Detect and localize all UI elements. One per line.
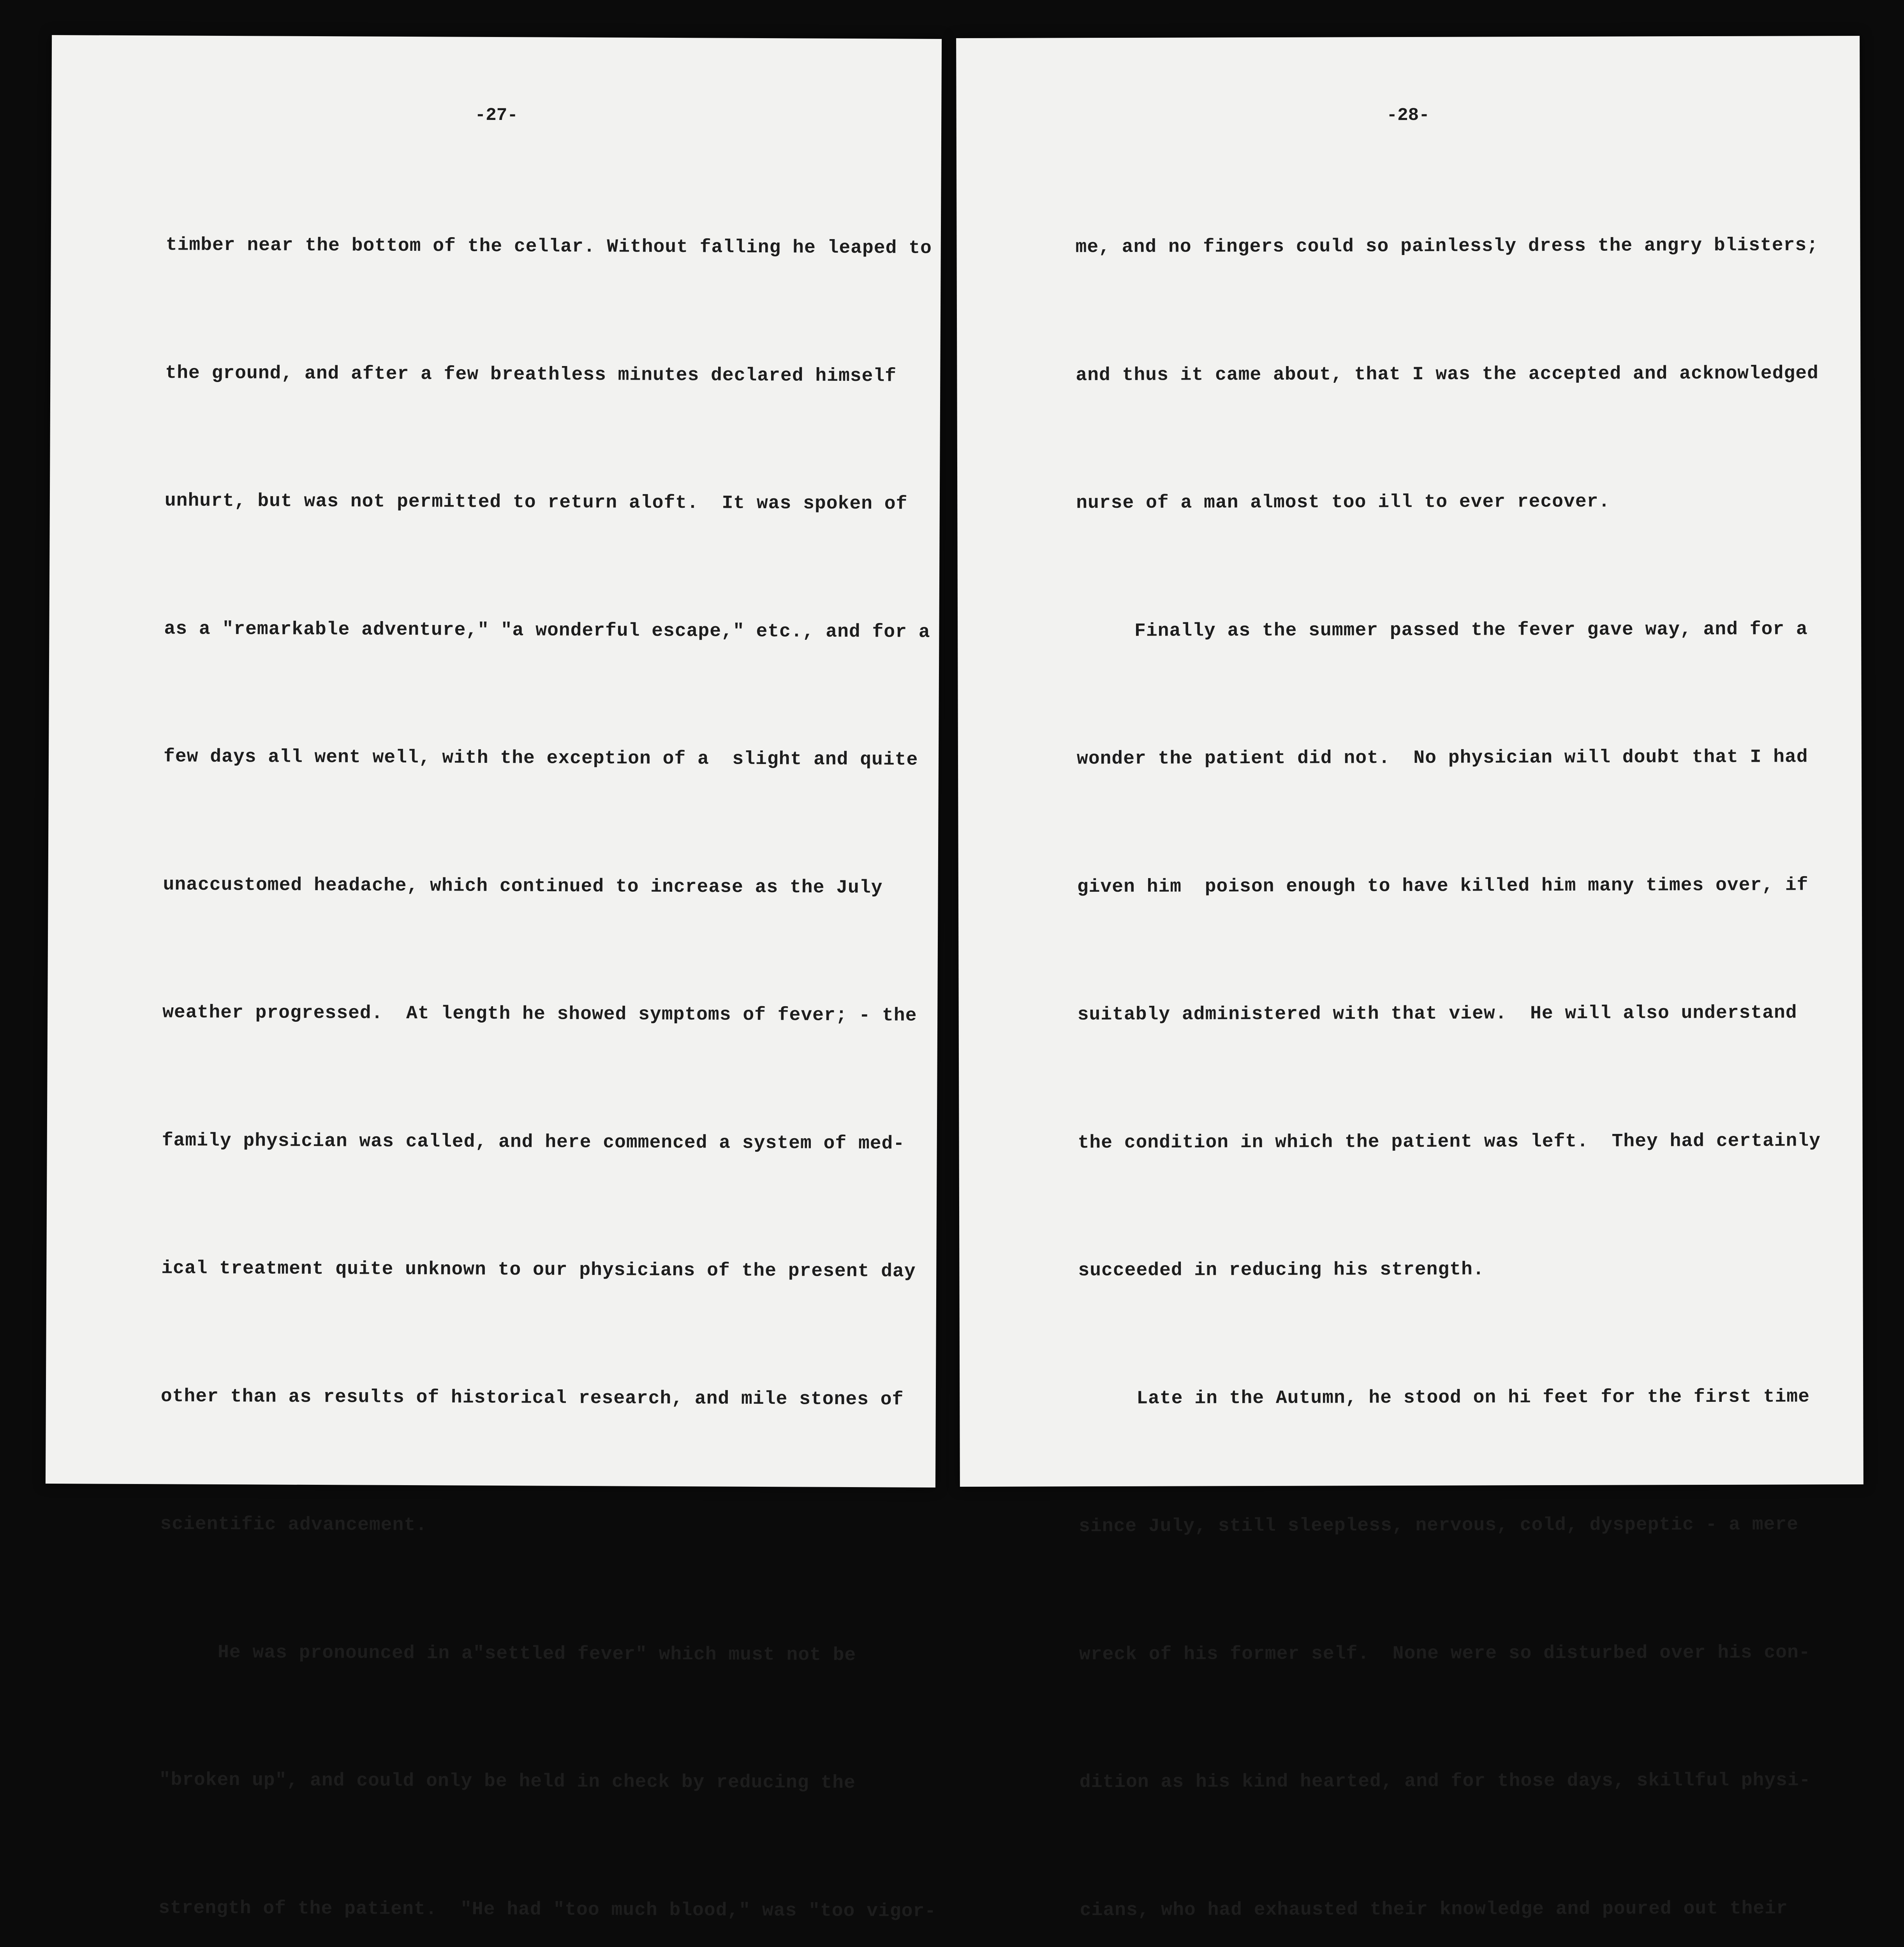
page-text — [149, 139, 967, 1947]
text-line: unaccustomed headache, which continued to increase as the July — [163, 874, 883, 898]
text-line: as a "remarkable adventure," "a wonderful escape," etc., and for a — [164, 618, 930, 643]
text-line: ical treatment quite unknown to our physicians of the present day — [161, 1258, 916, 1282]
text-line: strength of the patient. "He had "too much blood," was "too vigor- — [159, 1897, 937, 1922]
text-line: and thus it came about, that I was the accepted and acknowledged — [1076, 363, 1819, 386]
left-page — [46, 35, 942, 1922]
text-line: succeeded in reducing his strength. — [1078, 1259, 1485, 1282]
page-number: -27- — [475, 105, 518, 126]
text-line: family physician was called, and here commenced a system of med- — [162, 1130, 905, 1155]
text-line: since July, still sleepless, nervous, cold, dyspeptic - a mere — [1079, 1514, 1799, 1537]
text-line: unhurt, but was not permitted to return aloft. It was spoken of — [164, 490, 908, 515]
text-line: dition as his kind hearted, and for those days, skillful physi- — [1079, 1770, 1811, 1793]
text-line: Late in the Autumn, he stood on hi feet for the first time — [1078, 1386, 1810, 1409]
text-line: me, and no fingers could so painlessly dress the angry blisters; — [1075, 235, 1819, 258]
text-line: weather progressed. At length he showed symptoms of fever; - the — [162, 1002, 917, 1026]
page-number: -28- — [1386, 105, 1430, 126]
text-line: wreck of his former self. None were so disturbed over his con- — [1079, 1642, 1811, 1665]
text-line: other than as results of historical research, and mile stones of — [160, 1385, 904, 1410]
right-page — [956, 36, 1863, 1921]
text-line: few days all went well, with the exception of a slight and quite — [163, 746, 918, 771]
text-line: given him poison enough to have killed him many times over, if — [1077, 874, 1809, 898]
text-line: the ground, and after a few breathless minutes declared himself — [165, 362, 897, 387]
text-line: wonder the patient did not. No physician will doubt that I had — [1076, 746, 1808, 770]
text-line: scientific advancement. — [160, 1514, 428, 1536]
text-line: the condition in which the patient was left. They had certainly — [1078, 1130, 1821, 1153]
text-line: suitably administered with that view. He will also understand — [1077, 1002, 1797, 1026]
text-line: cians, who had exhausted their knowledge and poured out their — [1080, 1898, 1788, 1921]
text-line: He was pronounced in a"settled fever" which must not be — [159, 1641, 856, 1666]
text-line: "broken up", and could only be held in check by reducing the — [159, 1769, 856, 1794]
text-line: nurse of a man almost too ill to ever recover. — [1076, 491, 1610, 514]
page-text — [1075, 139, 1904, 1947]
text-line: timber near the bottom of the cellar. Without falling he leaped to — [166, 234, 932, 259]
text-line: Finally as the summer passed the fever gave way, and for a — [1076, 618, 1808, 642]
